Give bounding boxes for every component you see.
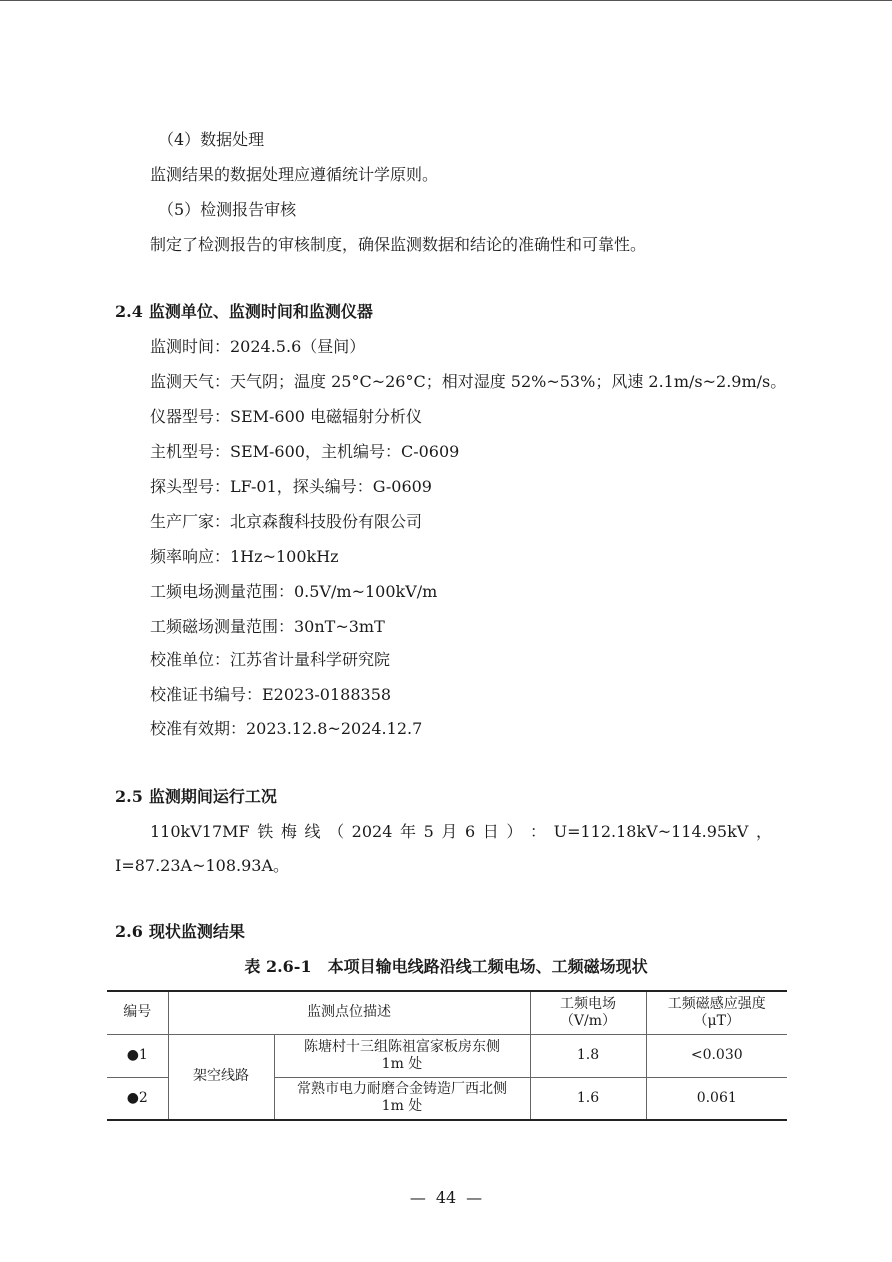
page-footer xyxy=(0,1188,892,1208)
row-description-line2: 1m 处 xyxy=(381,1098,423,1115)
section-title: 监测期间运行工况 xyxy=(148,787,277,806)
footer-dash-left: — xyxy=(409,1188,426,1207)
monitoring-weather: 监测天气：天气阴；温度 25°C~26°C；相对湿度 52%~53%；风速 2.1m/s~2.9m/s。 xyxy=(150,372,787,391)
calibration-cert: 校准证书编号：E2023-0188358 xyxy=(150,685,392,704)
calibration-unit: 校准单位：江苏省计量科学研究院 xyxy=(150,650,391,669)
header-id: 编号 xyxy=(107,991,168,1034)
row-description-line1: 常熟市电力耐磨合金铸造厂西北侧 xyxy=(297,1081,507,1098)
efield-range: 工频电场测量范围：0.5V/m~100kV/m xyxy=(150,582,438,601)
word: 110kV17MF xyxy=(150,822,250,841)
section-number: 2.5 xyxy=(115,787,143,806)
header-location: 监测点位描述 xyxy=(168,991,530,1034)
table-header-row xyxy=(107,991,787,1034)
section-number: 2.4 xyxy=(115,302,143,321)
header-efield-label: 工频电场 xyxy=(560,995,616,1012)
probe-model: 探头型号：LF-01，探头编号：G-0609 xyxy=(150,477,432,496)
row-description-line1: 陈塘村十三组陈祖富家板房东侧 xyxy=(304,1038,500,1055)
monitoring-time: 监测时间：2024.5.6（昼间） xyxy=(150,337,366,356)
operating-condition-line2: I=87.23A~108.93A。 xyxy=(115,856,290,875)
row-description xyxy=(274,1077,530,1120)
row-efield: 1.6 xyxy=(530,1077,646,1120)
table-row xyxy=(107,1034,787,1077)
operating-condition-line1 xyxy=(150,822,772,842)
item4-title: （4）数据处理 xyxy=(158,130,265,149)
row-mfield: <0.030 xyxy=(646,1034,787,1077)
word: ： xyxy=(529,822,546,841)
header-mfield-unit: （μT） xyxy=(693,1012,740,1029)
calibration-validity: 校准有效期：2023.12.8~2024.12.7 xyxy=(150,719,423,738)
word: 5 xyxy=(423,822,434,841)
word: U=112.18kV~114.95kV xyxy=(553,822,749,841)
row-description-line2: 1m 处 xyxy=(381,1055,423,1072)
host-model: 主机型号：SEM-600，主机编号：C-0609 xyxy=(150,442,460,461)
footer-dash-right: — xyxy=(466,1188,483,1207)
item5-text: 制定了检测报告的审核制度，确保监测数据和结论的准确性和可靠性。 xyxy=(150,235,647,254)
word: 铁 xyxy=(257,822,274,841)
row-mfield: 0.061 xyxy=(646,1077,787,1120)
row-id: ●1 xyxy=(107,1034,168,1077)
word: ） xyxy=(506,822,523,841)
word: 月 xyxy=(441,822,458,841)
mfield-range: 工频磁场测量范围：30nT~3mT xyxy=(150,617,385,636)
item5-title: （5）检测报告审核 xyxy=(158,200,297,219)
section-2-5-heading xyxy=(115,787,277,807)
header-mfield-label: 工频磁感应强度 xyxy=(667,995,766,1012)
monitoring-results-table xyxy=(107,990,787,1121)
section-title: 监测单位、监测时间和监测仪器 xyxy=(148,302,373,321)
word: 6 xyxy=(464,822,476,841)
header-mfield xyxy=(646,991,787,1034)
word: （ xyxy=(328,822,345,841)
group-label: 架空线路 xyxy=(168,1034,274,1120)
header-efield-unit: （V/m） xyxy=(559,1012,617,1029)
word: 年 xyxy=(399,822,416,841)
word: 2024 xyxy=(351,822,393,841)
section-number: 2.6 xyxy=(115,922,143,941)
word: ， xyxy=(755,822,772,841)
manufacturer: 生产厂家：北京森馥科技股份有限公司 xyxy=(150,512,423,531)
section-2-6-heading xyxy=(115,922,245,942)
section-2-4-heading xyxy=(115,302,373,322)
row-id: ●2 xyxy=(107,1077,168,1120)
section-title: 现状监测结果 xyxy=(148,922,245,941)
page-number: 44 xyxy=(435,1188,457,1207)
table-number: 表 2.6-1 xyxy=(244,957,312,976)
row-description xyxy=(274,1034,530,1077)
item4-text: 监测结果的数据处理应遵循统计学原则。 xyxy=(150,165,439,184)
instrument-model: 仪器型号：SEM-600 电磁辐射分析仪 xyxy=(150,407,423,426)
table-caption xyxy=(0,957,892,977)
word: 日 xyxy=(482,822,499,841)
row-efield: 1.8 xyxy=(530,1034,646,1077)
table-title: 本项目输电线路沿线工频电场、工频磁场现状 xyxy=(327,957,648,976)
word: 梅 xyxy=(280,822,297,841)
frequency-response: 频率响应：1Hz~100kHz xyxy=(150,547,339,566)
header-efield xyxy=(530,991,646,1034)
word: 线 xyxy=(304,822,321,841)
